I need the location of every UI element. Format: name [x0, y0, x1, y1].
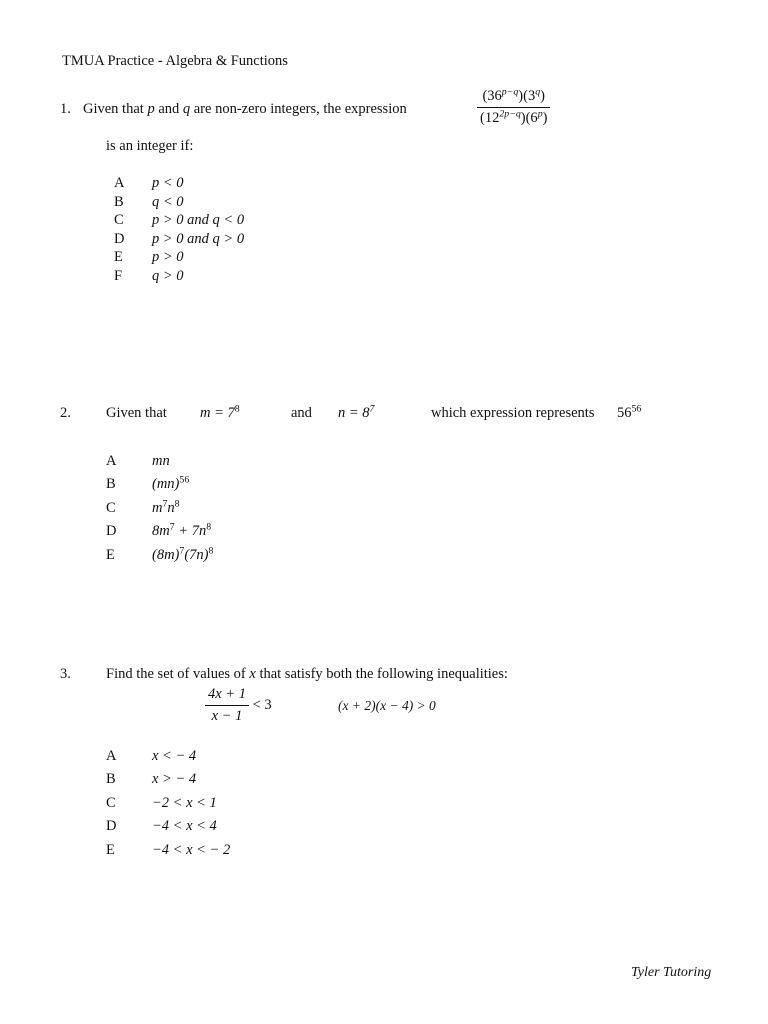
q2-option-letter: A [106, 453, 117, 469]
q1-continuation: is an integer if: [106, 138, 194, 154]
q3-option-letter: E [106, 841, 115, 858]
q2-given: Given that [106, 405, 167, 421]
q2-and: and [291, 405, 312, 421]
q1-prompt: Given that p and q are non-zero integers, the expression [83, 101, 407, 117]
q3-inequality-1: $\frac{4x + 1}{x - 1}$ < 3 [205, 686, 272, 725]
q1-option-text: p < 0 [152, 175, 184, 191]
q3-option-letter: B [106, 771, 116, 788]
q2-option-text: $8m^7 + 7n^8$ [152, 521, 212, 540]
q1-option-letter: C [114, 212, 124, 229]
q1-option-text: p > 0 [152, 249, 184, 266]
q2-option-letter: C [106, 499, 116, 516]
q3-option-letter: A [106, 748, 117, 764]
q1-option-text: q > 0 [152, 268, 184, 284]
q1-option-text: p > 0 and q > 0 [152, 230, 245, 247]
q1-number: 1. [60, 101, 71, 117]
q1-numerator: $(36^{p-q})(3^q)$ [482, 86, 545, 104]
q3-option-text: −2 < x < 1 [152, 794, 217, 811]
q3-option-letter: D [106, 818, 117, 835]
q2-number: 2. [60, 405, 71, 421]
q3-option-text: x < − 4 [152, 748, 197, 764]
q2-target: $56^{56}$ [617, 403, 642, 421]
q1-option-letter: D [114, 230, 125, 247]
q1-expression [477, 88, 550, 127]
q1-option-letter: B [114, 193, 124, 210]
q2-option-text: mn [152, 453, 170, 469]
q3-option-text: x > − 4 [152, 771, 197, 788]
q3-number: 3. [60, 666, 71, 682]
q2-option-letter: B [106, 476, 116, 493]
q1-option-letter: E [114, 249, 123, 266]
q3-inequality-2: (x + 2)(x − 4) > 0 [338, 698, 436, 713]
q2-option-letter: D [106, 523, 117, 540]
q1-option-text: q < 0 [152, 193, 184, 210]
q2-option-text: (mn)$^{56}$ [152, 474, 190, 493]
q3-option-text: −4 < x < − 2 [152, 841, 231, 858]
q1-fraction [477, 88, 550, 127]
q3-option-text: −4 < x < 4 [152, 818, 217, 835]
q2-option-text: $(8m)^7(7n)^8$ [152, 545, 214, 563]
q2-option-text: $m^7n^8$ [152, 498, 180, 516]
q2-option-letter: E [106, 546, 115, 563]
footer-credit: Tyler Tutoring [631, 965, 712, 980]
q1-option-letter: A [114, 175, 125, 191]
q2-which: which expression represents [431, 405, 595, 421]
q1-option-text: p > 0 and q < 0 [152, 212, 245, 229]
q3-prompt: Find the set of values of x that satisfy both the following inequalities: [106, 666, 508, 682]
page-title: TMUA Practice - Algebra & Functions [62, 53, 288, 69]
q1-denominator: $(12^{2p-q})(6^p)$ [477, 107, 550, 127]
q2-m-definition: $m = 7^8$ [200, 403, 240, 421]
q3-option-letter: C [106, 794, 116, 811]
q2-n-definition: $n = 8^7$ [338, 403, 375, 421]
q1-option-letter: F [114, 268, 123, 284]
